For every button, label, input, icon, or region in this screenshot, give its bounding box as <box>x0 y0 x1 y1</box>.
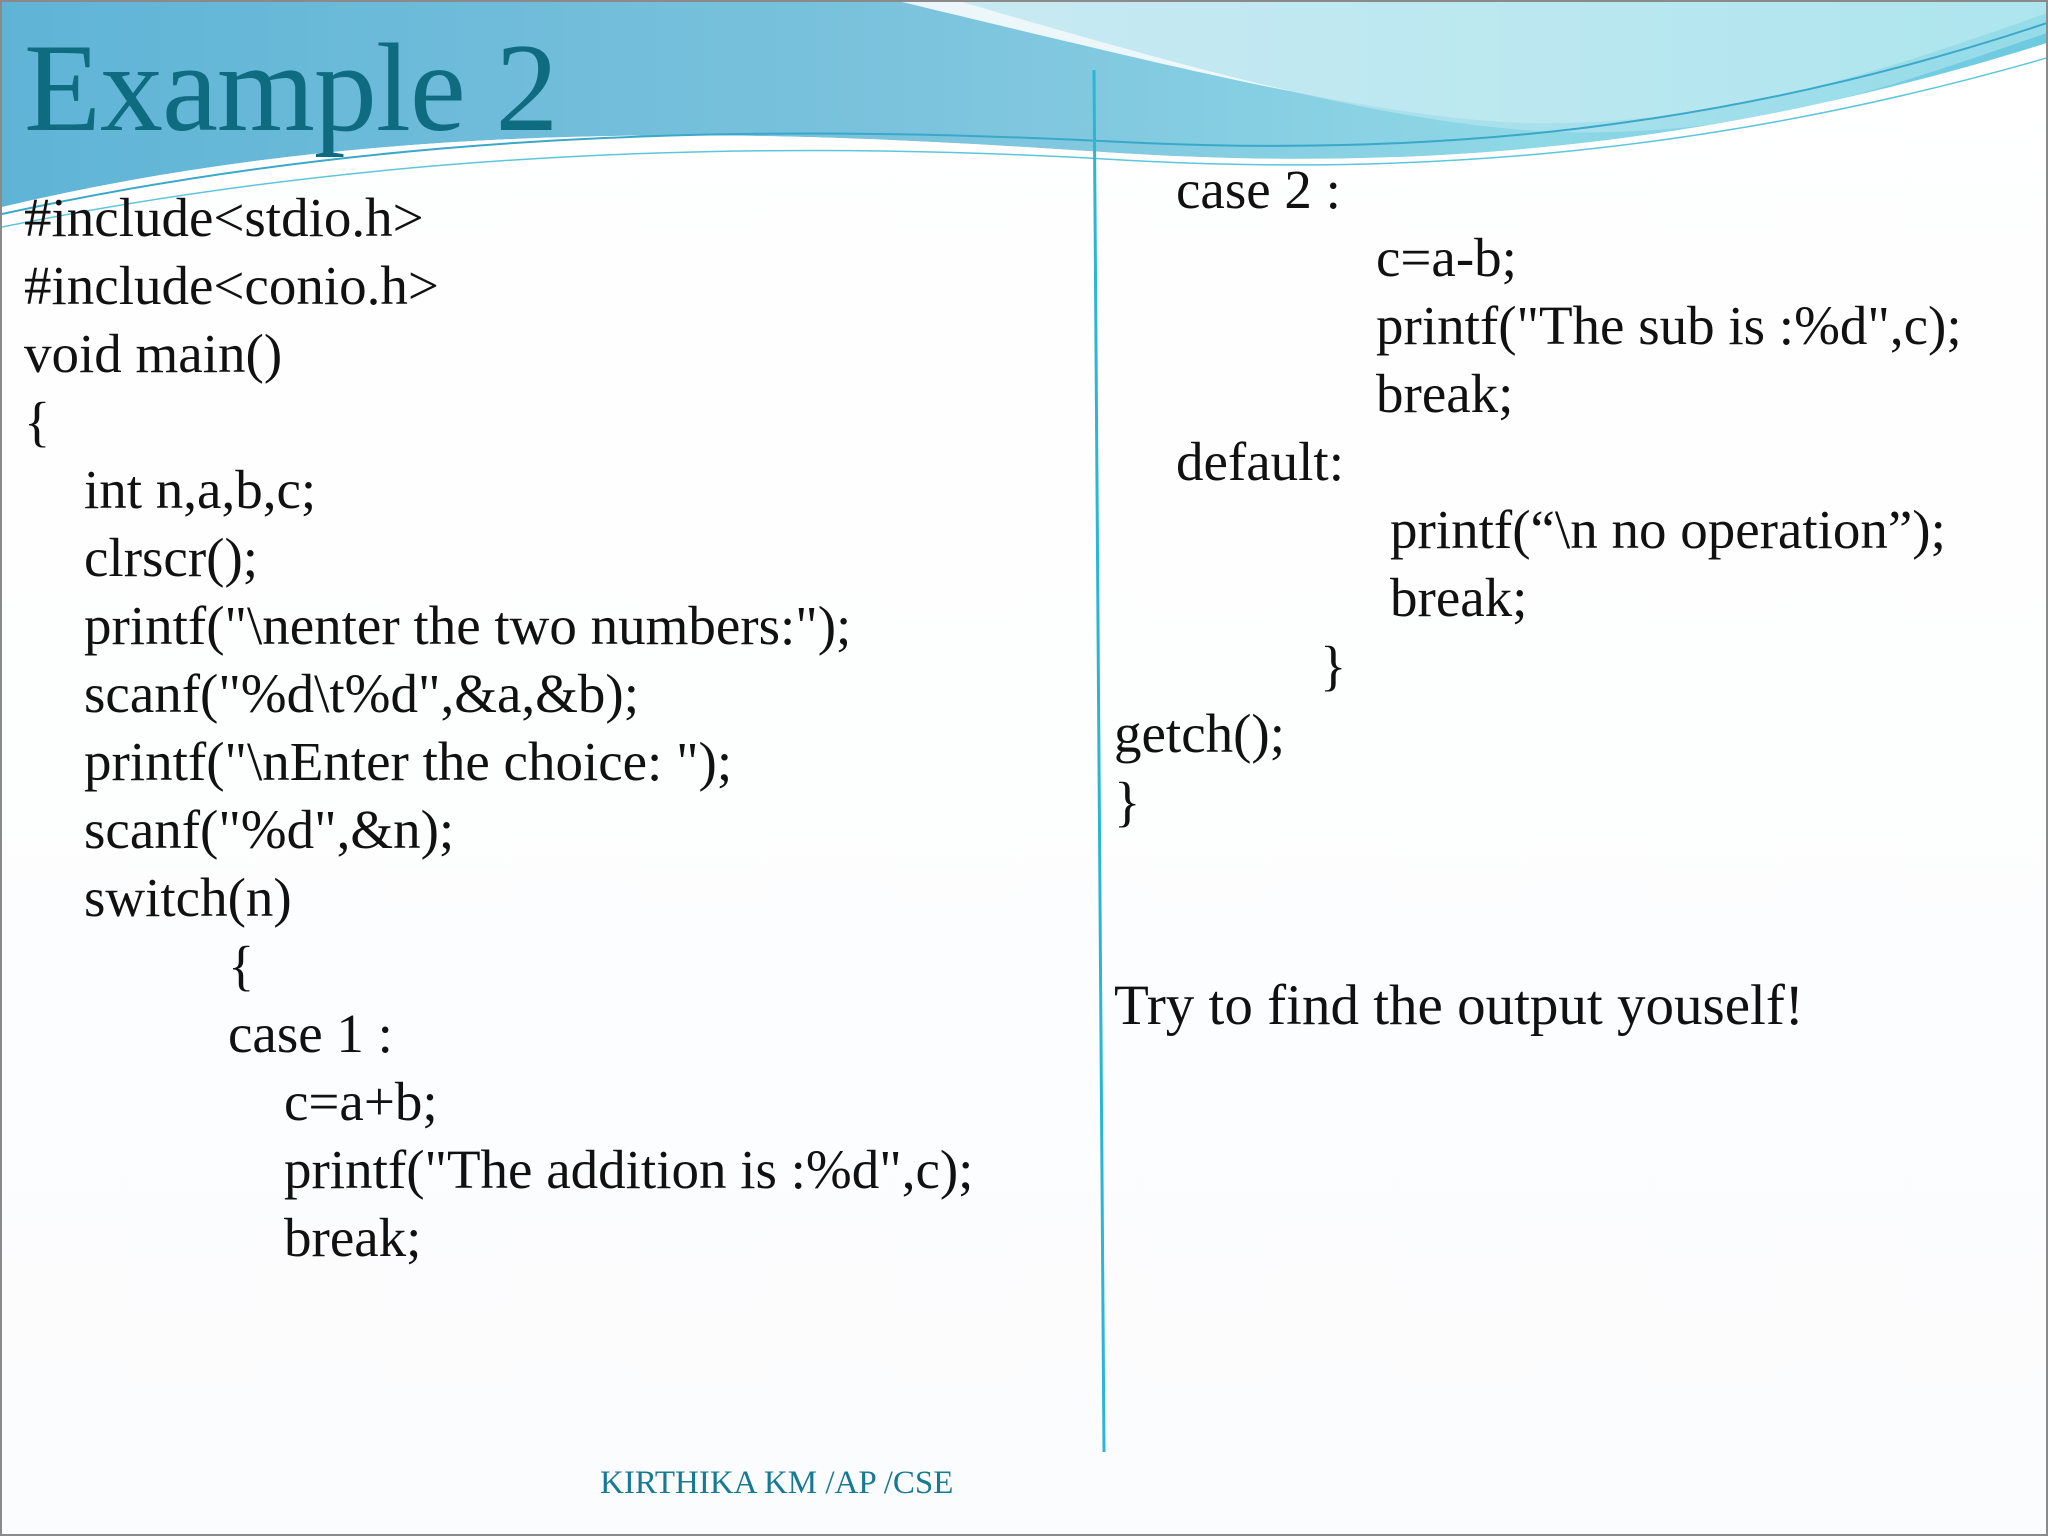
code-line: int n,a,b,c; <box>84 459 317 520</box>
code-line: printf("\nenter the two numbers:"); <box>84 595 852 656</box>
code-line: case 2 : <box>1176 159 1341 220</box>
output-prompt: Try to find the output youself! <box>1114 974 1804 1037</box>
code-line: switch(n) <box>84 867 292 928</box>
code-line: { <box>24 391 51 452</box>
code-line: case 1 : <box>228 1003 393 1064</box>
code-line: break; <box>284 1207 422 1268</box>
code-line: printf("The sub is :%d",c); <box>1376 295 1962 356</box>
code-line: break; <box>1390 567 1528 628</box>
slide-title: Example 2 <box>24 19 558 158</box>
code-line: #include<stdio.h> <box>24 187 424 248</box>
code-line: } <box>1114 771 1141 832</box>
code-line: printf("\nEnter the choice: "); <box>84 731 733 792</box>
code-line: getch(); <box>1114 703 1286 764</box>
code-line: break; <box>1376 363 1514 424</box>
code-line: default: <box>1176 431 1344 492</box>
footer-author: KIRTHIKA KM /AP /CSE <box>600 1465 954 1501</box>
code-line: scanf("%d\t%d",&a,&b); <box>84 663 640 724</box>
code-line: printf(“\n no operation”); <box>1390 499 1946 560</box>
code-line: void main() <box>24 323 283 384</box>
code-line: clrscr(); <box>84 527 259 588</box>
code-line: #include<conio.h> <box>24 255 439 316</box>
code-line: c=a-b; <box>1376 227 1517 288</box>
code-line: c=a+b; <box>284 1071 438 1132</box>
code-line: { <box>228 935 255 996</box>
code-line: scanf("%d",&n); <box>84 799 455 860</box>
code-line: printf("The addition is :%d",c); <box>284 1139 974 1200</box>
code-line: } <box>1320 635 1347 696</box>
